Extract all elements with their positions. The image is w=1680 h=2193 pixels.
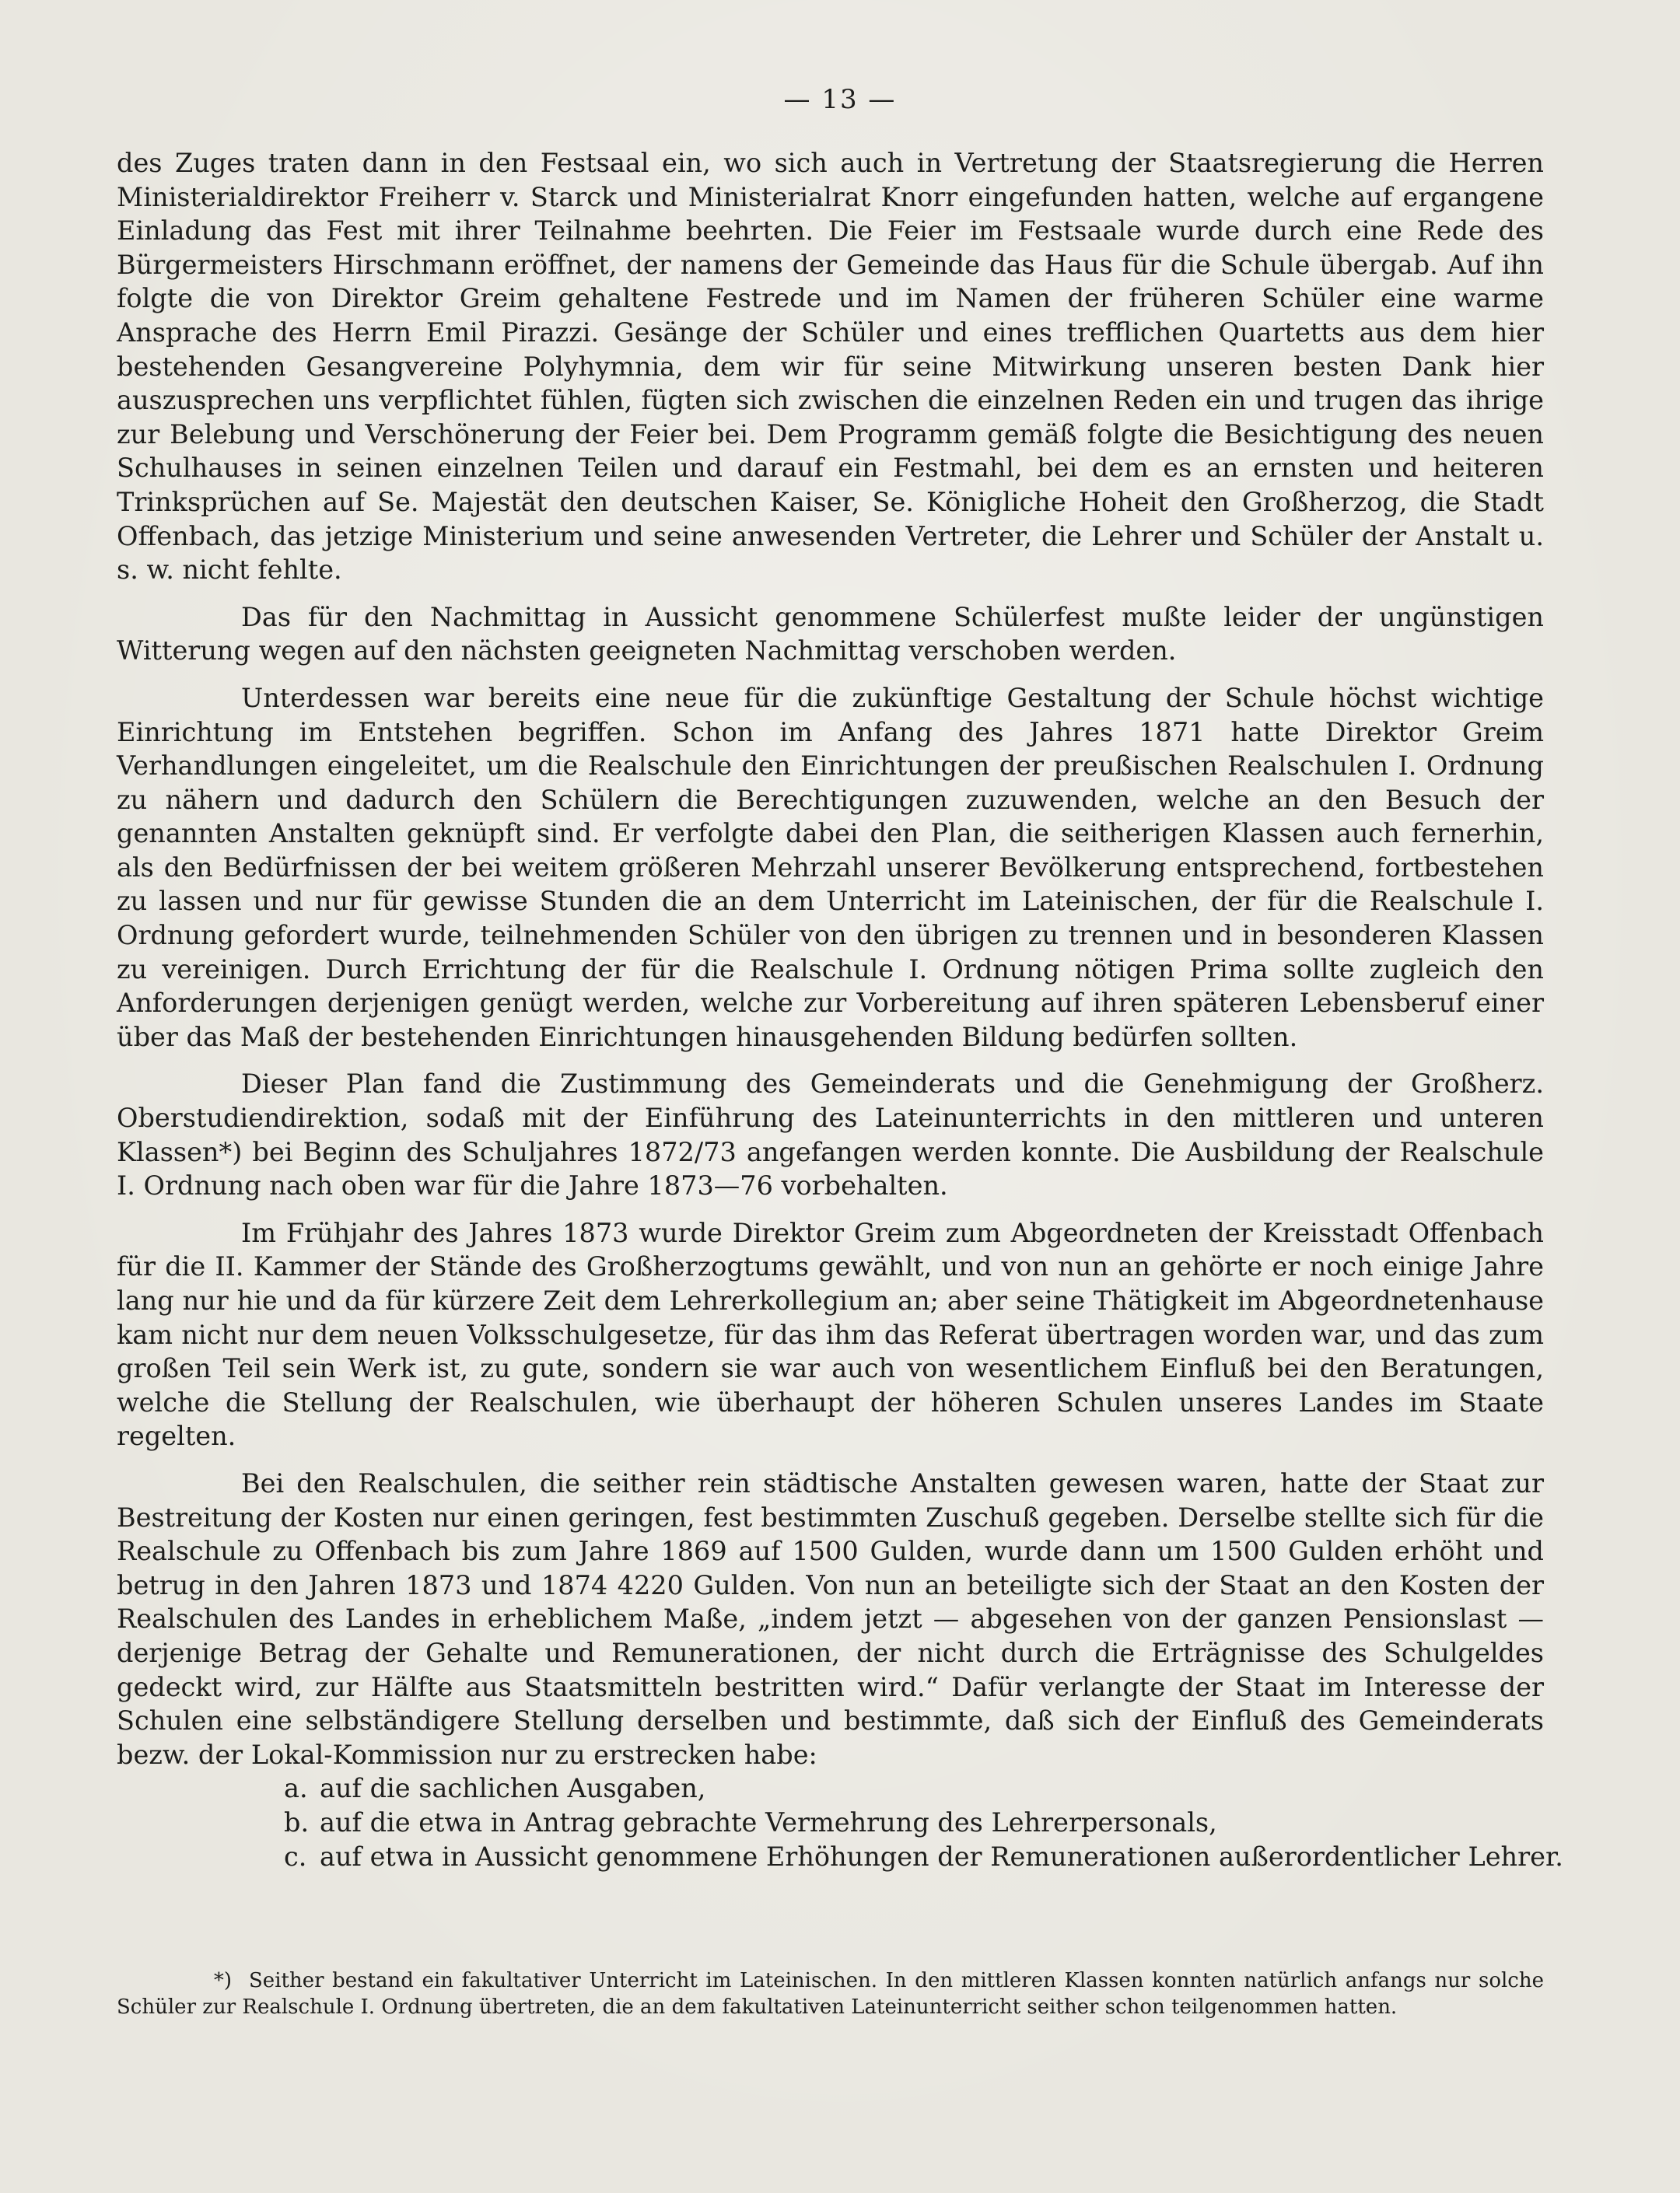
list-item	[117, 1840, 1563, 1874]
paragraph-6: Bei den Realschulen, die seither rein städtische Anstalten gewesen waren, hatte der Staat zur Bestreitung der Kosten nur einen geringen, fest bestimmten Zuschuß gegeben. Derselbe stellte sich für die Realschule zu Offenbach bis zum Jahre 1869 auf 1500 Gulden, wurde dann um 1500 Gulden erhöht und betrug in den Jahren 1873 und 1874 4220 Gulden. Von nun an beteiligte sich der Staat an den Kosten der Realschulen des Landes in erheblichem Maße, „indem jetzt — abgesehen von der ganzen Pensionslast — derjenige Betrag der Gehalte und Remunerationen, der nicht durch die Erträgnisse des Schulgeldes gedeckt wird, zur Hälfte aus Staatsmitteln bestritten wird.“ Dafür verlangte der Staat im Interesse der Schulen eine selbständigere Stellung derselben und bestimmte, daß sich der Einfluß des Gemeinderats bezw. der Lokal-Kommission nur zu erstrecken habe:	[117, 1467, 1544, 1770]
list-marker: b.	[284, 1807, 310, 1838]
list-item-text: auf etwa in Aussicht genommene Erhöhungen der Remunerationen außerordentlicher Lehrer.	[320, 1841, 1563, 1872]
paragraph-2: Das für den Nachmittag in Aussicht genommene Schülerfest mußte leider der ungünstigen Witterung wegen auf den nächsten geeigneten Nachmittag verschoben werden.	[117, 601, 1544, 666]
list-item	[117, 1772, 1544, 1806]
footnote	[117, 1967, 1544, 2020]
footnote-marker: *)	[213, 1969, 232, 1992]
paragraph-3: Unterdessen war bereits eine neue für die zukünftige Gestaltung der Schule höchst wichtige Einrichtung im Entstehen begriffen. Schon im Anfang des Jahres 1871 hatte Direktor Greim Verhandlungen eingeleitet, um die Realschule den Einrichtungen der preußischen Realschulen I. Ordnung zu nähern und dadurch den Schülern die Berechtigungen zuzuwenden, welche an den Besuch der genannten Anstalten geknüpft sind. Er verfolgte dabei den Plan, die seitherigen Klassen auch fernerhin, als den Bedürfnissen der bei weitem größeren Mehrzahl unserer Bevölkerung entsprechend, fortbestehen zu lassen und nur für gewisse Stunden die an dem Unterricht im Lateinischen, der für die Realschule I. Ordnung gefordert wurde, teilnehmenden Schüler von den übrigen zu trennen und in besonderen Klassen zu vereinigen. Durch Errichtung der für die Realschule I. Ordnung nötigen Prima sollte zugleich den Anforderungen derjenigen genügt werden, welche zur Vorbereitung auf ihren späteren Lebensberuf einer über das Maß der bestehenden Einrichtungen hinausgehenden Bildung bedürfen sollten.	[117, 682, 1544, 1052]
list-item-text: auf die etwa in Antrag gebrachte Vermehrung des Lehrerpersonals,	[320, 1807, 1217, 1838]
enumerated-list	[117, 1772, 1563, 1873]
paragraph-4: Dieser Plan fand die Zustimmung des Gemeinderats und die Genehmigung der Großherz. Oberstudiendirektion, sodaß mit der Einführung des Lateinunterrichts in den mittleren und unteren Klassen*) bei Beginn des Schuljahres 1872/73 angefangen werden konnte. Die Ausbildung der Realschule I. Ordnung nach oben war für die Jahre 1873—76 vorbehalten.	[117, 1069, 1544, 1201]
list-item-text: auf die sachlichen Ausgaben,	[320, 1773, 706, 1804]
body-text	[117, 146, 1563, 1873]
page-number: — 13 —	[783, 84, 897, 115]
list-marker: c.	[284, 1841, 307, 1872]
paragraph-1: des Zuges traten dann in den Festsaal ein, wo sich auch in Vertretung der Staatsregierung die Herren Ministerialdirektor Freiherr v. Starck und Ministerialrat Knorr eingefunden hatten, welche auf ergangene Einladung das Fest mit ihrer Teilnahme beehrten. Die Feier im Festsaale wurde durch eine Rede des Bürgermeisters Hirschmann eröffnet, der namens der Gemeinde das Haus für die Schule übergab. Auf ihn folgte die von Direktor Greim gehaltene Festrede und im Namen der früheren Schüler eine warme Ansprache des Herrn Emil Pirazzi. Gesänge der Schüler und eines trefflichen Quartetts aus dem hier bestehenden Gesangvereine Polyhymnia, dem wir für seine Mitwirkung unseren besten Dank hier auszusprechen uns verpflichtet fühlen, fügten sich zwischen die einzelnen Reden ein und trugen das ihrige zur Belebung und Verschönerung der Feier bei. Dem Programm gemäß folgte die Besichtigung des neuen Schulhauses in seinen einzelnen Teilen und darauf ein Festmahl, bei dem es an ernsten und heiteren Trinksprüchen auf Se. Majestät den deutschen Kaiser, Se. Königliche Hoheit den Großherzog, die Stadt Offenbach, das jetzige Ministerium und seine anwesenden Vertreter, die Lehrer und Schüler der Anstalt u. s. w. nicht fehlte.	[117, 148, 1544, 586]
footnote-text: Seither bestand ein fakultativer Unterricht im Lateinischen. In den mittleren Klassen konnten natürlich anfangs nur solche Schüler zur Realschule I. Ordnung übertreten, die an dem fakultativen Lateinunterricht seither schon teilgenommen hatten.	[117, 1969, 1544, 2019]
list-item	[117, 1806, 1544, 1840]
list-marker: a.	[284, 1773, 308, 1804]
paragraph-5: Im Frühjahr des Jahres 1873 wurde Direktor Greim zum Abgeordneten der Kreisstadt Offenbach für die II. Kammer der Stände des Großherzogtums gewählt, und von nun an gehörte er noch einige Jahre lang nur hie und da für kürzere Zeit dem Lehrerkollegium an; aber seine Thätigkeit im Abgeordnetenhause kam nicht nur dem neuen Volksschulgesetze, für das ihm das Referat übertragen worden war, und das zum großen Teil sein Werk ist, zu gute, sondern sie war auch von wesentlichem Einfluß bei den Beratungen, welche die Stellung der Realschulen, wie überhaupt der höheren Schulen unseres Landes im Staate regelten.	[117, 1217, 1544, 1452]
